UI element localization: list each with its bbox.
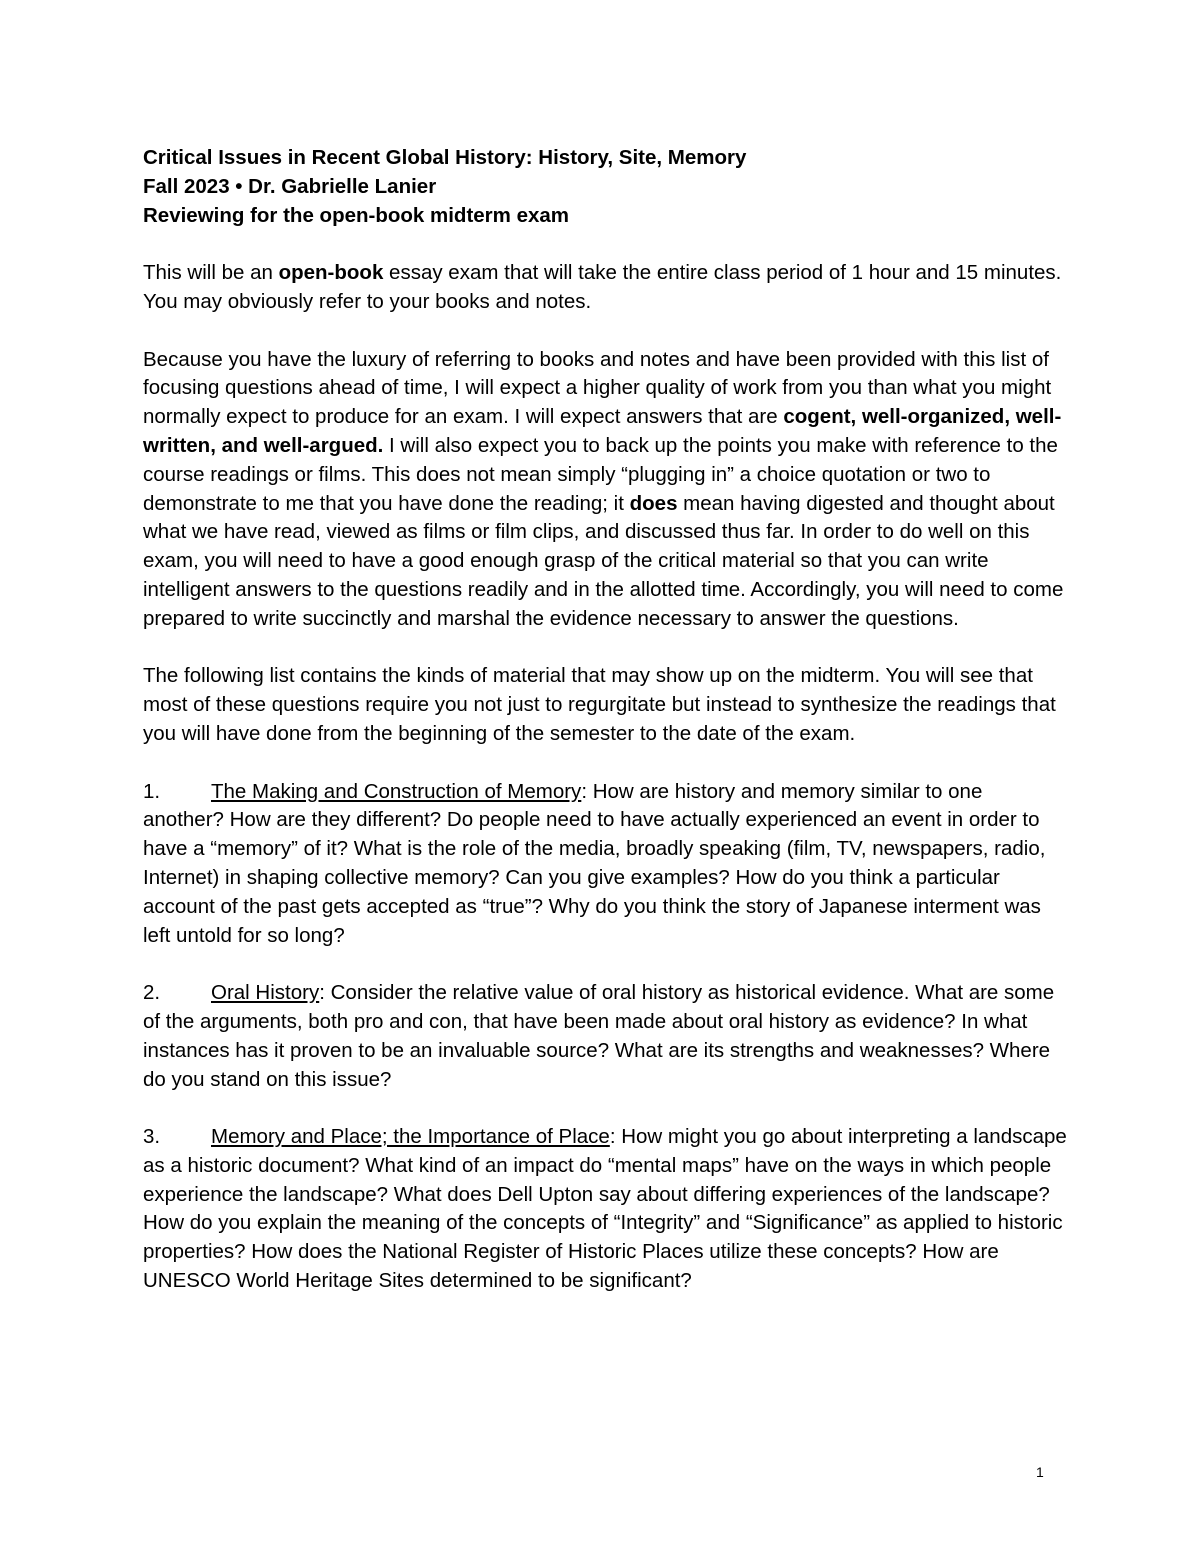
intro-p2-text-c: mean having digested and thought about what we have read, viewed as films or film clips, and discussed thus far. In order to do well on this exam, you will need to have a good enough grasp of the critical material so that you can write intelligent answers to the questions readily and in the allotted time. Accordingly, you will need to come prepared to write succinctly and marshal the evidence necessary to answer the questions.: [143, 491, 1064, 630]
question-topic: Memory and Place; the Importance of Place: [211, 1125, 610, 1149]
question-topic: The Making and Construction of Memory: [211, 779, 582, 803]
intro-paragraph-1: [143, 259, 1068, 317]
question-separator: :: [319, 981, 331, 1005]
question-separator: :: [581, 779, 593, 803]
question-3: [143, 1123, 1068, 1296]
intro-p2-bold-2: does: [629, 491, 678, 515]
document-body: [143, 144, 1068, 1296]
intro-paragraph-3: The following list contains the kinds of material that may show up on the midterm. You will see that most of these questions require you not just to regurgitate but instead to synthesize the readings that you will have done from the beginning of the semester to the date of the exam.: [143, 664, 1056, 745]
question-number: 2.: [143, 981, 161, 1005]
intro-p1-text-a: This will be an: [143, 261, 279, 285]
intro-p1-text-b: essay exam that will take the entire class period of 1 hour and 15 minutes. You may obviously refer to your books and notes.: [143, 261, 1062, 313]
intro-paragraph-2: [143, 346, 1068, 634]
question-text: How might you go about interpreting a landscape as a historic document? What kind of an impact do “mental maps” have on the ways in which people experience the landscape? What does Dell Upton say about differing experiences of the landscape? How do you explain the meaning of the concepts of “Integrity” and “Significance” as applied to historic properties? How does the National Register of Historic Places utilize these concepts? How are UNESCO World Heritage Sites determined to be significant?: [143, 1125, 1067, 1293]
question-number: 3.: [143, 1125, 161, 1149]
intro-p2-text-a: Because you have the luxury of referring to books and notes and have been provided with this list of focusing questions ahead of time, I will expect a higher quality of work from you than what you might normally expect to produce for an exam. I will expect answers that are: [143, 347, 1052, 429]
question-1: [143, 778, 1068, 951]
question-text: Consider the relative value of oral history as historical evidence. What are some of the arguments, both pro and con, that have been made about oral history as evidence? In what instances has it proven to be an invaluable source? What are its strengths and weaknesses? Where do you stand on this issue?: [143, 981, 1055, 1091]
question-separator: :: [609, 1125, 622, 1149]
page-number: 1: [1036, 1464, 1044, 1480]
question-2: [143, 979, 1068, 1094]
course-title: Critical Issues in Recent Global History: History, Site, Memory: [143, 146, 747, 169]
question-topic: Oral History: [211, 981, 320, 1005]
document-title: Reviewing for the open-book midterm exam: [143, 203, 570, 227]
intro-p2-bold-1: cogent, well-organized, well-written, and well-argued.: [143, 405, 1062, 457]
question-text: How are history and memory similar to one another? How are they different? Do people need to have actually experienced an event in order to have a “memory” of it? What is the role of the media, broadly speaking (film, TV, newspapers, radio, Internet) in shaping collective memory? Can you give examples? How do you think a particular account of the past gets accepted as “true”? Why do you think the story of Japanese interment was left untold for so long?: [143, 779, 1046, 947]
intro-p1-bold: open-book: [278, 261, 384, 285]
intro-p2-text-b: I will also expect you to back up the points you make with reference to the course readings or films. This does not mean simply “plugging in” a choice quotation or two to demonstrate to me that you have done the reading; it: [143, 433, 1058, 515]
term-instructor-line: Fall 2023 • Dr. Gabrielle Lanier: [143, 174, 437, 198]
question-number: 1.: [143, 779, 161, 803]
